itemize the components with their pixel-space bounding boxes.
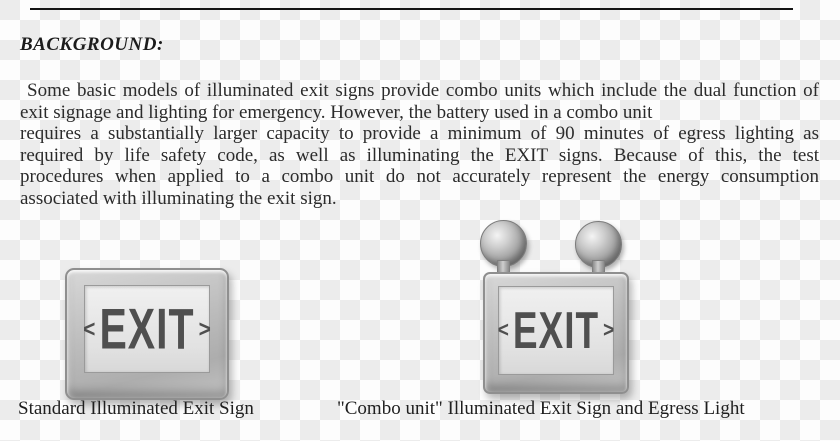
exit-sign-text: EXIT: [512, 301, 600, 360]
chevron-right-icon: >: [603, 318, 615, 343]
paragraph-line: exit signage and lighting for emergency. However, the battery used in a combo unit: [20, 101, 653, 123]
chevron-left-icon: <: [83, 315, 96, 343]
chevron-left-icon: <: [497, 318, 509, 343]
page-title: BACKGROUND:: [20, 34, 164, 55]
combo-unit-figure: [470, 218, 640, 396]
paragraph-line: procedures when applied to a combo unit do not accurately represent the energy consumption: [20, 166, 819, 187]
exit-sign-text: EXIT: [99, 296, 195, 361]
paragraph-line: associated with illuminating the exit sign.: [20, 187, 337, 209]
combo-exit-sign-box: [483, 272, 629, 394]
paragraph-line: Some basic models of illuminated exit signs provide combo units which include the dual function of: [27, 80, 819, 101]
standard-sign-caption: Standard Illuminated Exit Sign: [18, 398, 254, 419]
paragraph-line: requires a substantially larger capacity to provide a minimum of 90 minutes of egress lighting as: [20, 123, 819, 144]
exit-sign-panel: [84, 285, 210, 373]
body-paragraph: [20, 80, 819, 209]
exit-sign-panel: [498, 286, 614, 375]
standard-exit-sign-figure: [65, 268, 229, 400]
paragraph-line: required by life safety code, as well as illuminating the EXIT signs. Because of this, the test: [20, 144, 819, 166]
top-rule-divider: [30, 8, 793, 10]
chevron-right-icon: >: [198, 315, 211, 343]
combo-sign-caption: "Combo unit" Illuminated Exit Sign and Egress Light: [337, 398, 745, 419]
